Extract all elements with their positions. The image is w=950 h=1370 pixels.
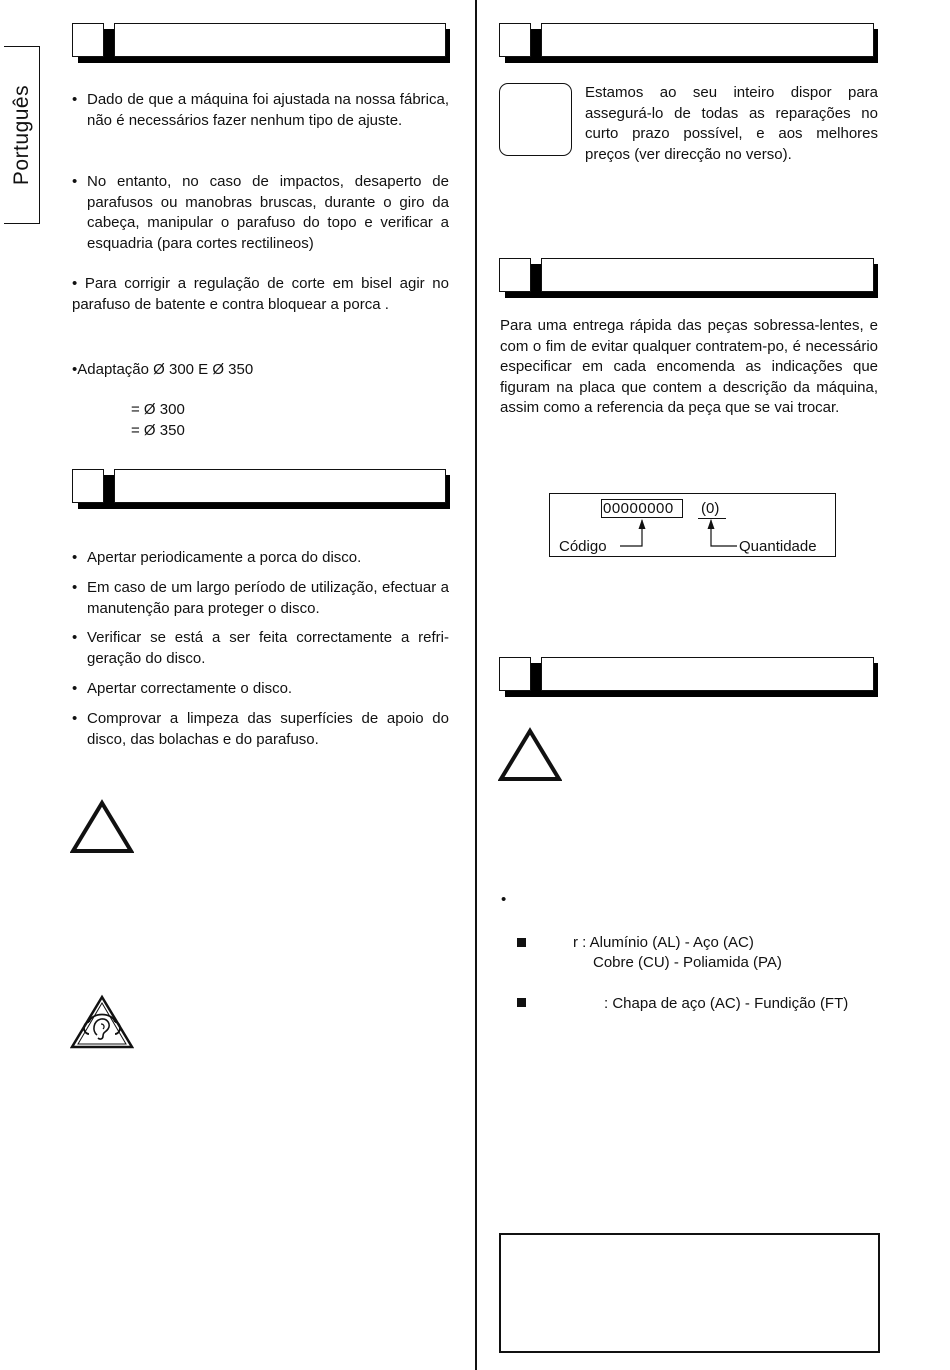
section-title-bar xyxy=(541,23,874,57)
section-header-blades xyxy=(499,657,874,691)
code-value: 00000000 xyxy=(603,500,674,517)
section-number-box xyxy=(499,23,531,57)
warning-triangle-icon xyxy=(70,799,134,855)
section-header-maintenance xyxy=(72,469,446,503)
material-line-1b: Cobre (CU) - Poliamida (PA) xyxy=(593,954,782,971)
service-text: Estamos ao seu inteiro dispor para assegurá-lo de todas as reparações no curto prazo possível, e aos melhores preços (ver direcção no verso). xyxy=(585,84,878,163)
section-number-box xyxy=(499,258,531,292)
maintenance-bullet-4: • Apertar correctamente o disco. xyxy=(72,679,449,700)
section-title-bar xyxy=(541,258,874,292)
maintenance-bullet-3: • Verificar se está a ser feita correctamente a refri-geração do disco. xyxy=(72,628,449,669)
bevel-note: • Para corrigir a regulação de corte em bisel agir no parafuso de batente e contra bloquear a porca . xyxy=(72,275,449,313)
column-divider xyxy=(475,0,477,1370)
warning-triangle-icon xyxy=(498,727,562,783)
material-line-1: r : Alumínio (AL) - Aço (AC) xyxy=(573,934,754,951)
section-title-bar xyxy=(114,469,446,503)
section-header-service xyxy=(499,23,874,57)
lone-bullet: • xyxy=(501,891,507,908)
spare-parts-text: Para uma entrega rápida das peças sobressa-lentes, e com o fim de evitar qualquer contratem-po, é necessário especificar em cada encomenda as indicações que figuram na placa que contem a descrição da máquina, assim como a referencia da peça que se vai trocar. xyxy=(500,317,878,416)
order-example-box xyxy=(549,493,836,557)
qty-value: (0) xyxy=(701,500,720,517)
language-tab xyxy=(4,46,40,224)
adaptation-line-350: = Ø 350 xyxy=(131,422,185,439)
material-line-2: : Chapa de aço (AC) - Fundição (FT) xyxy=(604,995,849,1012)
maintenance-bullet-2: • Em caso de um largo período de utilização, efectuar a manutenção para proteger o disco. xyxy=(72,578,449,619)
section-number-box xyxy=(72,469,104,503)
section-number-box xyxy=(72,23,104,57)
service-logo-box xyxy=(499,83,572,156)
maintenance-bullet-1: • Apertar periodicamente a porca do disco. xyxy=(72,548,449,569)
section-title-bar xyxy=(114,23,446,57)
code-label: Código xyxy=(559,538,607,555)
square-bullet-icon xyxy=(517,938,526,947)
adjust-bullet-2: • No entanto, no caso de impactos, desaperto de parafusos ou manobras bruscas, durante o giro da cabeça, manipular o parafuso do topo e verificar a esquadria (para cortes rectilineos) xyxy=(72,172,449,254)
empty-frame-box xyxy=(499,1233,880,1353)
ear-protection-icon xyxy=(70,994,134,1050)
adjust-bullet-1: • Dado de que a máquina foi ajustada na nossa fábrica, não é necessários fazer nenhum tipo de ajuste. xyxy=(72,90,449,131)
language-label: Português xyxy=(9,84,33,186)
qty-label: Quantidade xyxy=(739,538,817,555)
section-title-bar xyxy=(541,657,874,691)
maintenance-bullet-5: • Comprovar a limpeza das superfícies de apoio do disco, das bolachas e do parafuso. xyxy=(72,709,449,750)
section-header-adjustment xyxy=(72,23,446,57)
section-number-box xyxy=(499,657,531,691)
square-bullet-icon xyxy=(517,998,526,1007)
adaptation-heading: •Adaptação Ø 300 E Ø 350 xyxy=(72,361,254,378)
section-header-spare-parts xyxy=(499,258,874,292)
adaptation-line-300: = Ø 300 xyxy=(131,401,185,418)
